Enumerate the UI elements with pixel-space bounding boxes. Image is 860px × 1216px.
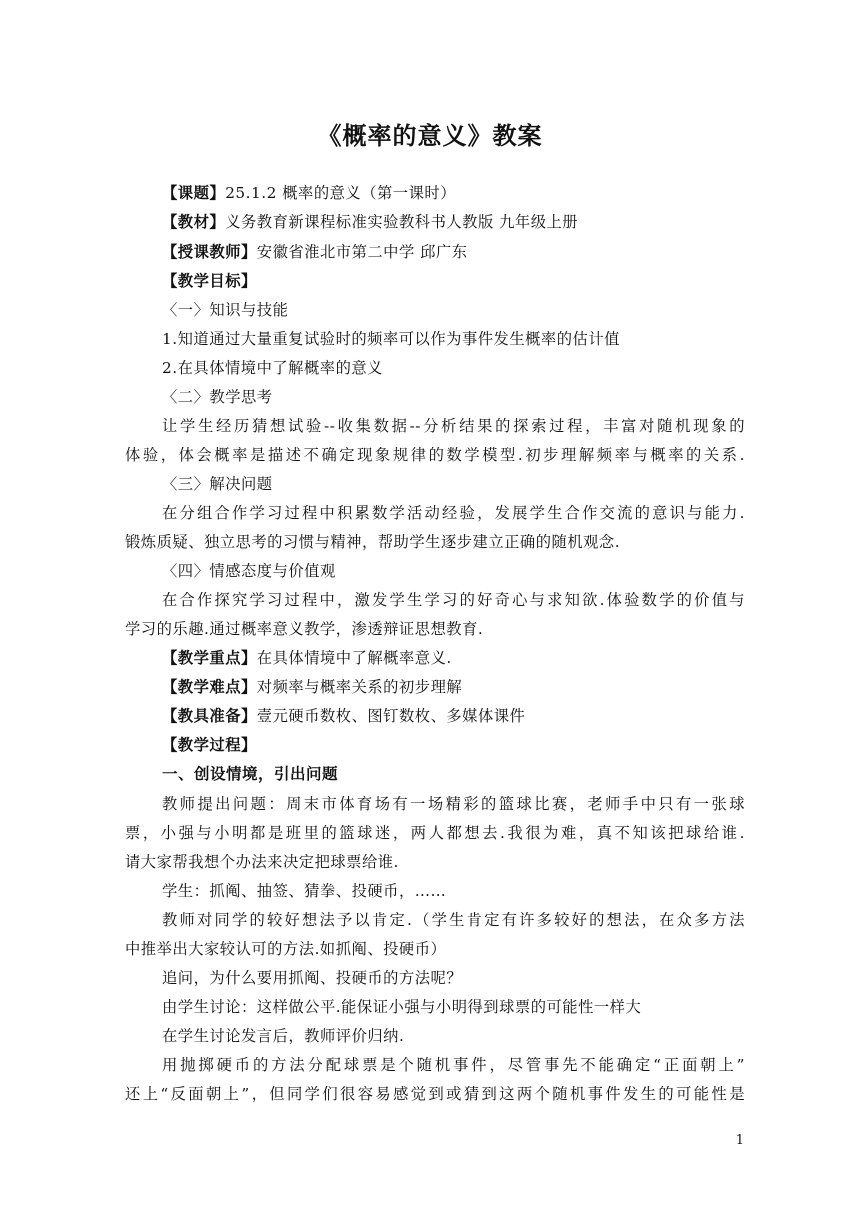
difficult-point-value: 对频率与概率关系的初步理解 [256,678,463,696]
objectives-heading: 【教学目标】 [162,272,257,290]
materials [162,706,745,726]
subheading-thinking: 〈二〉教学思考 [162,388,273,406]
info-textbook [162,212,745,232]
subheading-knowledge: 〈一〉知识与技能 [162,301,289,319]
objective-item-1: 1.知道通过大量重复试验时的频率可以作为事件发生概率的估计值 [162,330,620,348]
paragraph-1-line-1: 教师提出问题：周末市体育场有一场精彩的篮球比赛，老师手中只有一张球 [162,795,745,813]
problem-line-1: 在分组合作学习过程中积累数学活动经验，发展学生合作交流的意识与能力. [162,504,745,522]
paragraph-3-line-2: 中推举出大家较认可的方法.如抓阄、投硬币） [125,940,447,958]
info-topic [162,183,745,203]
paragraph-3-line-1: 教师对同学的较好想法予以肯定.（学生肯定有许多较好的想法，在众多方法 [162,911,745,929]
materials-value: 壹元硬币数枚、图钉数枚、多媒体课件 [256,707,526,725]
info-teacher-value: 安徽省淮北市第二中学 邱广东 [256,243,468,261]
page-number: 1 [735,1133,744,1148]
materials-label: 【教具准备】 [162,707,257,725]
thinking-line-1: 让学生经历猜想试验--收集数据--分析结果的探索过程，丰富对随机现象的 [162,417,745,435]
paragraph-4: 追问，为什么要用抓阄、投硬币的方法呢？ [162,969,463,987]
objective-item-2: 2.在具体情境中了解概率的意义 [162,359,383,377]
subheading-attitude: 〈四〉情感态度与价值观 [162,562,336,580]
paragraph-7-line-2: 还上“反面朝上”，但同学们很容易感觉到或猜到这两个随机事件发生的可能性是 [125,1085,745,1103]
key-point-label: 【教学重点】 [162,649,257,667]
paragraph-1-line-3: 请大家帮我想个办法来决定把球票给谁. [125,853,399,871]
document-title: 《概率的意义》教案 [317,122,543,150]
difficult-point [162,677,745,697]
subheading-problem: 〈三〉解决问题 [162,475,273,493]
paragraph-5: 由学生讨论：这样做公平.能保证小强与小明得到球票的可能性一样大 [162,998,642,1016]
difficult-point-label: 【教学难点】 [162,678,257,696]
info-teacher [162,242,745,262]
info-textbook-label: 【教材】 [162,213,226,231]
paragraph-1-line-2: 票，小强与小明都是班里的篮球迷，两人都想去.我很为难，真不知该把球给谁. [125,824,745,842]
paragraph-2: 学生：抓阄、抽签、猜拳、投硬币，…… [162,882,447,900]
info-textbook-value: 义务教育新课程标准实验教科书人教版 九年级上册 [225,213,579,231]
info-topic-value: 25.1.2 概率的意义（第一课时） [225,184,456,202]
process-heading: 【教学过程】 [162,736,257,754]
problem-line-2: 锻炼质疑、独立思考的习惯与精神，帮助学生逐步建立正确的随机观念. [125,533,621,551]
paragraph-6: 在学生讨论发言后，教师评价归纳. [162,1027,405,1045]
paragraph-7-line-1: 用抛掷硬币的方法分配球票是个随机事件，尽管事先不能确定“正面朝上” [162,1056,745,1074]
attitude-line-1: 在合作探究学习过程中，激发学生学习的好奇心与求知欲.体验数学的价值与 [162,591,745,609]
info-teacher-label: 【授课教师】 [162,243,257,261]
key-point [162,648,745,668]
thinking-line-2: 体验，体会概率是描述不确定现象规律的数学模型.初步理解频率与概率的关系. [125,446,745,464]
section-1-heading: 一、创设情境，引出问题 [162,765,339,783]
info-topic-label: 【课题】 [162,184,226,202]
key-point-value: 在具体情境中了解概率意义. [256,649,452,667]
attitude-line-2: 学习的乐趣.通过概率意义教学，渗透辩证思想教育. [125,620,484,638]
